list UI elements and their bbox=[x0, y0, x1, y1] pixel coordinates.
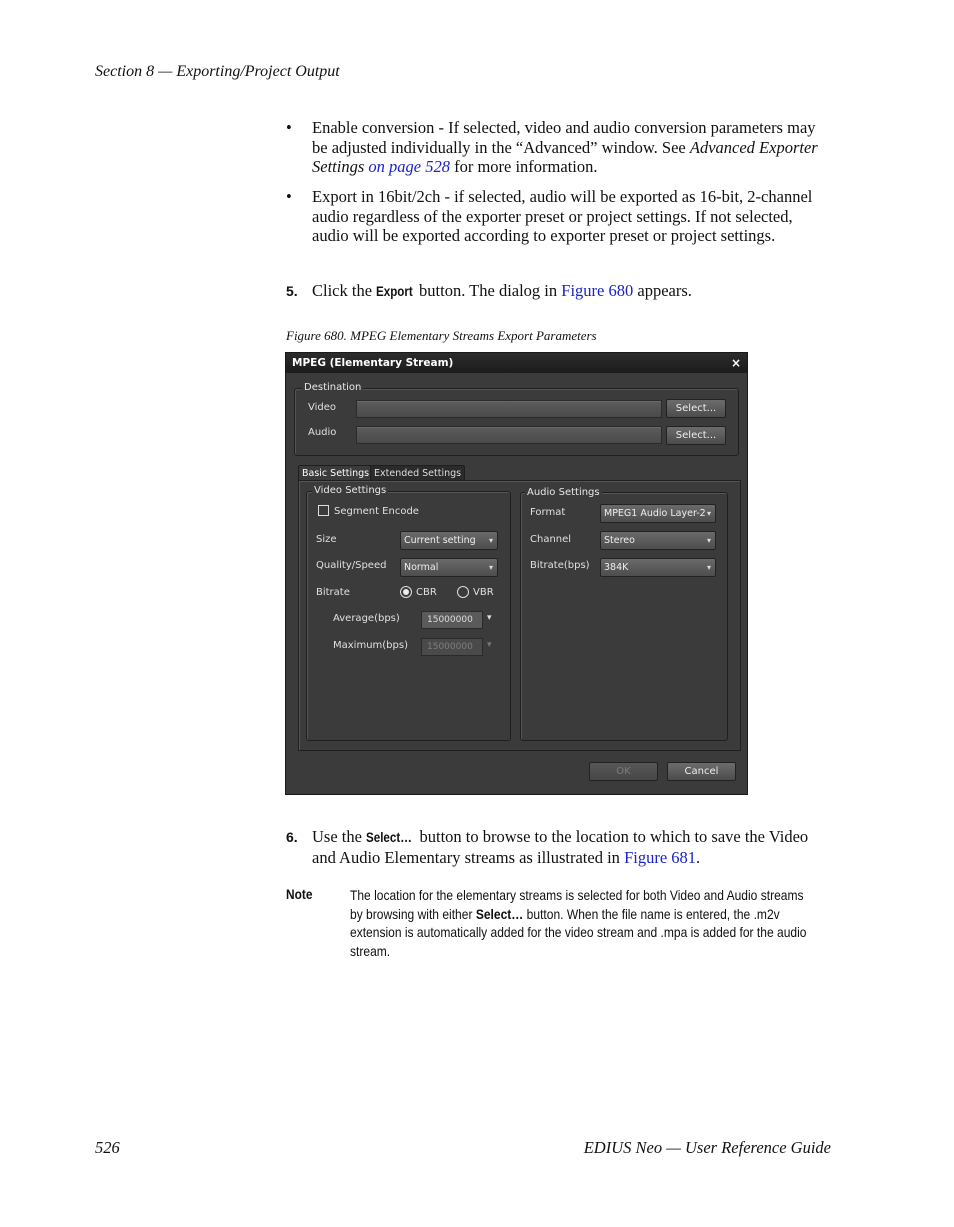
audio-label: Audio bbox=[308, 427, 337, 438]
audio-settings-group bbox=[520, 492, 728, 741]
size-value: Current setting bbox=[404, 535, 476, 546]
step-text-mid: button. The dialog in bbox=[414, 281, 562, 300]
destination-label: Destination bbox=[304, 382, 362, 393]
step-text-post: appears. bbox=[633, 281, 692, 300]
bullet-enable-conversion bbox=[286, 118, 846, 178]
audio-destination-field[interactable] bbox=[356, 426, 662, 444]
step-text-mid: button to browse to the location to which to save the Video and Audio Elementary streams as illustrated in bbox=[312, 827, 809, 867]
cross-reference-title: Advanced Exporter Settings bbox=[312, 137, 818, 177]
figure-link[interactable]: Figure 681 bbox=[624, 847, 697, 867]
chevron-down-icon: ▾ bbox=[706, 563, 711, 572]
quality-speed-label: Quality/Speed bbox=[316, 560, 387, 571]
audio-bitrate-label: Bitrate(bps) bbox=[530, 560, 590, 571]
channel-dropdown[interactable] bbox=[600, 531, 716, 550]
note-text-post: button. When the file name is entered, the .m2v extension is automatically added for the video stream and .mpa is added for the audio stream. bbox=[350, 905, 807, 959]
running-header: Section 8 — Exporting/Project Output bbox=[95, 63, 340, 80]
dialog-title-bar bbox=[286, 353, 747, 373]
bitrate-label: Bitrate bbox=[316, 587, 350, 598]
close-icon[interactable]: × bbox=[730, 356, 741, 370]
note-label: Note bbox=[286, 886, 313, 902]
maximum-bps-input[interactable]: 15000000 bbox=[421, 638, 483, 656]
chevron-down-icon: ▾ bbox=[488, 536, 493, 545]
figure-link[interactable]: Figure 680 bbox=[561, 281, 634, 300]
average-bps-input[interactable]: 15000000 bbox=[421, 611, 483, 629]
chevron-down-icon: ▾ bbox=[706, 536, 711, 545]
chevron-down-icon: ▾ bbox=[706, 509, 711, 518]
bullet-marker: • bbox=[286, 118, 292, 137]
bullet-text bbox=[312, 118, 832, 177]
step-number: 6. bbox=[286, 829, 298, 845]
chevron-down-icon: ▾ bbox=[487, 640, 492, 650]
video-label: Video bbox=[308, 402, 337, 413]
step-text-pre: Use the bbox=[312, 827, 367, 846]
tab-extended-settings[interactable]: Extended Settings bbox=[370, 465, 465, 481]
size-label: Size bbox=[316, 534, 337, 545]
quality-speed-value: Normal bbox=[404, 562, 439, 573]
audio-settings-label: Audio Settings bbox=[527, 487, 600, 498]
mpeg-elementary-stream-dialog bbox=[285, 352, 748, 795]
step-6 bbox=[286, 827, 846, 869]
bullet-text-b: for more information. bbox=[449, 157, 598, 177]
size-dropdown[interactable] bbox=[400, 531, 498, 550]
page-number: 526 bbox=[95, 1138, 120, 1157]
bullet-text: Export in 16bit/2ch - if selected, audio will be exported as 16-bit, 2-channel audio regardless of the exporter preset or project settings. If not selected, audio will be exported according to exporter preset or project settings. bbox=[312, 187, 813, 246]
audio-bitrate-dropdown[interactable] bbox=[600, 558, 716, 577]
export-keyword: Export bbox=[376, 284, 413, 299]
vbr-label: VBR bbox=[473, 587, 494, 598]
step-text-post: . bbox=[696, 847, 701, 867]
cbr-label: CBR bbox=[416, 587, 437, 598]
step-5 bbox=[286, 281, 846, 302]
note-text bbox=[350, 886, 814, 960]
cancel-button[interactable]: Cancel bbox=[667, 762, 736, 781]
bullet-marker: • bbox=[286, 187, 292, 206]
step-number: 5. bbox=[286, 283, 298, 299]
running-footer: EDIUS Neo — User Reference Guide bbox=[583, 1138, 831, 1157]
format-value: MPEG1 Audio Layer-2 bbox=[604, 508, 706, 519]
page-link[interactable]: on page 528 bbox=[368, 157, 450, 177]
bullet-text-a: Enable conversion - If selected, video and audio conversion parameters may be adjusted individually in the “Advanced” window. See bbox=[312, 118, 816, 157]
chevron-down-icon: ▾ bbox=[488, 563, 493, 572]
video-settings-label: Video Settings bbox=[314, 485, 387, 496]
audio-bitrate-value: 384K bbox=[604, 562, 629, 573]
channel-value: Stereo bbox=[604, 535, 635, 546]
segment-encode-checkbox[interactable] bbox=[318, 505, 329, 516]
step-text-pre: Click the bbox=[312, 281, 377, 300]
audio-select-button[interactable]: Select... bbox=[666, 426, 726, 445]
average-bps-label: Average(bps) bbox=[333, 613, 400, 624]
video-destination-field[interactable] bbox=[356, 400, 662, 418]
maximum-bps-label: Maximum(bps) bbox=[333, 640, 408, 651]
channel-label: Channel bbox=[530, 534, 572, 545]
step-text bbox=[312, 281, 692, 302]
vbr-radio[interactable] bbox=[457, 586, 469, 598]
dialog-title: MPEG (Elementary Stream) bbox=[292, 357, 454, 369]
select-keyword: Select… bbox=[366, 830, 412, 845]
format-label: Format bbox=[530, 507, 566, 518]
select-keyword: Select… bbox=[475, 905, 524, 922]
figure-caption: Figure 680. MPEG Elementary Streams Export Parameters bbox=[286, 328, 597, 343]
video-select-button[interactable]: Select... bbox=[666, 399, 726, 418]
cbr-radio[interactable] bbox=[400, 586, 412, 598]
ok-button[interactable]: OK bbox=[589, 762, 658, 781]
segment-encode-label: Segment Encode bbox=[334, 506, 419, 517]
tab-basic-settings[interactable]: Basic Settings bbox=[298, 465, 373, 481]
bullet-export-16bit bbox=[286, 187, 846, 267]
step-text bbox=[312, 827, 822, 867]
quality-speed-dropdown[interactable] bbox=[400, 558, 498, 577]
format-dropdown[interactable] bbox=[600, 504, 716, 523]
chevron-down-icon[interactable]: ▾ bbox=[487, 613, 492, 623]
note-text-pre: The location for the elementary streams is selected for both Video and Audio streams by browsing with either bbox=[350, 887, 804, 922]
